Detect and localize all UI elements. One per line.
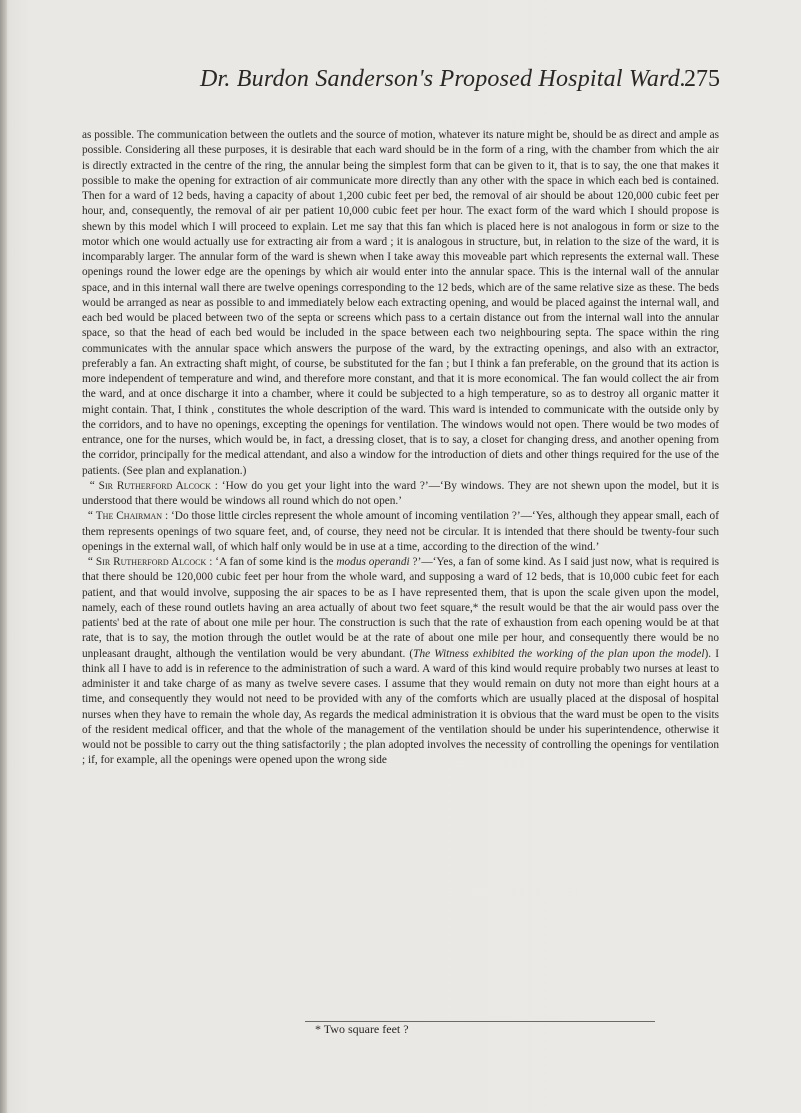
question-text: A fan of some kind is the bbox=[219, 556, 337, 568]
body-paragraph: as possible. The communication between the outlets and the source of motion, whatever its nature might be, should be as direct and ample as possible. Considering all these purposes, it is desirable that each ward should be in the form of a ring, with the chamber from which the air is directly extracted in the centre of the ring, the annular being the simplest form that can be given to it, that is to say, the one that makes it possible to make the opening for extraction of air communicate more directly than any other with the space in which each bed is contained. Then for a ward of 12 beds, having a capacity of about 1,200 cubic feet per bed, the removal of air should be about 120,000 cubic feet per hour, and, consequently, the removal of air per patient 10,000 cubic feet per hour. The exact form of the ward which I should propose is shewn by this model which I will proceed to explain. Let me say that this fan which is placed here is not analogous in form or size to the motor which one would actually use for extracting air from a ward ; it is analogous in structure, but, in relation to the size of the ward, it is incomparably larger. The annular form of the ward is shewn when I take away this moveable part which represents the external wall. These openings round the lower edge are the openings by which air would enter into the annular space. This is the internal wall of the annular space, and in this internal wall there are twelve openings corresponding to the 12 beds, which are of the same relative size as these. The beds would be arranged as near as possible to and immediately below each extracting opening, and would be placed against the internal wall, and each bed would be placed between two of the septa or screens which pass to a certain distance out from the internal wall into the annular space, so that the head of each bed would be included in the space between each two neighbouring septa. The space within the ring communicates with the annular space which answers the purpose of the ward, by the extracting openings, and also with an extractor, preferably a fan. An extracting shaft might, of course, be substituted for the fan ; but I think a fan preferable, on the ground that its action is more independent of temperature and wind, and therefore more constant, and that it is more economical. The fan would collect the air from the ward, and at once discharge it into a chamber, where it could be subjected to a high temperature, so as to destroy all organic matter it might contain. That, I think , constitutes the whole description of the ward. This ward is intended to communicate with the outside only by the corridors, and to have no openings, excepting the openings for ventilation. The windows would not open. There would be two modes of entrance, one for the nurses, which would be, in fact, a dressing closet, that is to say, a closet for changing dress, and another opening from the corridor, principally for the medical attendant, and also a window for the introduction of diets and other things required for the use of the patients. (See plan and explanation.) bbox=[82, 129, 719, 477]
page-number: 275 bbox=[684, 66, 720, 92]
speaker-name: The Chairman bbox=[95, 510, 163, 523]
answer-text-continued: ). I think all I have to add is in reference to the administration of such a ward. A ward of this kind would require probably two nurses at least to administer it and take charge of as many as twelve severe cases. I assume that they would remain on duty not more than eight hours at a time, and consequently they would not need to be provided with any of the comforts which are usually placed at the disposal of hospital nurses when they have to remain the whole day, As regards the medical administration it is obvious that the ward must be open to the visits of the resident medical officer, and that the whole of the management of the ventilation should be under his superintendence, otherwise it would not be possible to carry out the thing satisfactorily ; the plan adopted involves the necessity of controlling the openings for ventilation ; if, for example, all the openings were opened upon the wrong side bbox=[82, 647, 719, 767]
page-header bbox=[200, 66, 720, 106]
answer-text: Yes, although they appear small, each of them represents openings of two square feet, and, of course, they need not be circular. It is intended that there should be twenty-four such openings in the external wall, of which half only would be in use at a time, according to the direction of the wind. bbox=[82, 510, 719, 553]
question-text: How do you get your light into the ward ? bbox=[225, 479, 425, 492]
speaker-name: Sir Rutherford Alcock bbox=[98, 479, 211, 492]
running-title: Dr. Burdon Sanderson's Proposed Hospital Ward. bbox=[200, 66, 687, 92]
question-text-end: ? bbox=[409, 556, 418, 568]
body-text bbox=[82, 128, 719, 769]
book-spine-shadow bbox=[0, 0, 7, 1113]
speaker-name: Sir Rutherford Alcock bbox=[95, 556, 207, 568]
testimony-exchange-2: “ The Chairman : ‘Do those little circles represent the whole amount of incoming ventilation ?’—‘Yes, although they appear small, each of them represents openings of two square feet, and, of course, they need not be circular. It is intended that there should be twenty-four such openings in the external wall, of which half only would be in use at a time, according to the direction of the wind.’ bbox=[82, 510, 719, 553]
answer-text: By windows. They are not shewn upon the model, but it is understood that there would be windows all round which do not open. bbox=[82, 479, 719, 507]
answer-text: Yes, a fan of some kind. As I said just now, what is required is that there should be 120,000 cubic feet per hour from the whole ward, and supposing a ward of 12 beds, that is 10,000 cubic feet for each patient, and that would involve, supposing the air spaces to be as I have represented them, that is upon the scale given upon the model, namely, each of these round outlets having an area actually of about two feet square,* the result would be that the air would pass over the patients' bed at the rate of about one mile per hour. The construction is such that the rate of exhaustion from each opening would be at that rate, that is to say, the motion through the outlet would be at the rate of about one mile per hour, and consequently there would be no unpleasant draught, although the ventilation would be very abundant. ( bbox=[82, 556, 719, 660]
testimony-exchange-3: “ Sir Rutherford Alcock : ‘A fan of some kind is the modus operandi ?’—‘Yes, a fan of some kind. As I said just now, what is required is that there should be 120,000 cubic feet per hour from the whole ward, and supposing a ward of 12 beds, that is 10,000 cubic feet for each patient, and that would involve, supposing the air spaces to be as I have represented them, that is upon the scale given upon the model, namely, each of these round outlets having an area actually of about two feet square,* the result would be that the air would pass over the patients' bed at the rate of about one mile per hour. The construction is such that the rate of exhaustion from each opening would be at that rate, that is to say, the motion through the outlet would be at the rate of about one mile per hour, and consequently there would be no unpleasant draught, although the ventilation would be very abundant. (The Witness exhibited the working of the plan upon the model). I think all I have to add is in reference to the administration of such a ward. A ward of this kind would require probably two nurses at least to administer it and take charge of as many as twelve severe cases. I assume that they would remain on duty not more than eight hours at a time, and consequently they would not need to be provided with any of the comforts which are usually placed at the disposal of hospital nurses when they have to remain the whole day, As regards the medical administration it is obvious that the ward must be open to the visits of the resident medical officer, and that the whole of the management of the ventilation should be under his superintendence, otherwise it would not be possible to carry out the thing satisfactorily ; the plan adopted involves the necessity of controlling the openings for ventilation ; if, for example, all the openings were opened upon the wrong side bbox=[82, 556, 719, 767]
testimony-exchange-1: “ Sir Rutherford Alcock : ‘How do you get your light into the ward ?’—‘By windows. They are not shewn upon the model, but it is understood that there would be windows all round which do not open.’ bbox=[82, 479, 719, 507]
footnote: * Two square feet ? bbox=[315, 1022, 409, 1036]
answer-italic-text: The Witness exhibited the working of the plan upon the model bbox=[413, 647, 705, 660]
question-italic-text: modus operandi bbox=[336, 556, 410, 568]
question-text: Do those little circles represent the whole amount of incoming ventilation ? bbox=[174, 510, 517, 523]
